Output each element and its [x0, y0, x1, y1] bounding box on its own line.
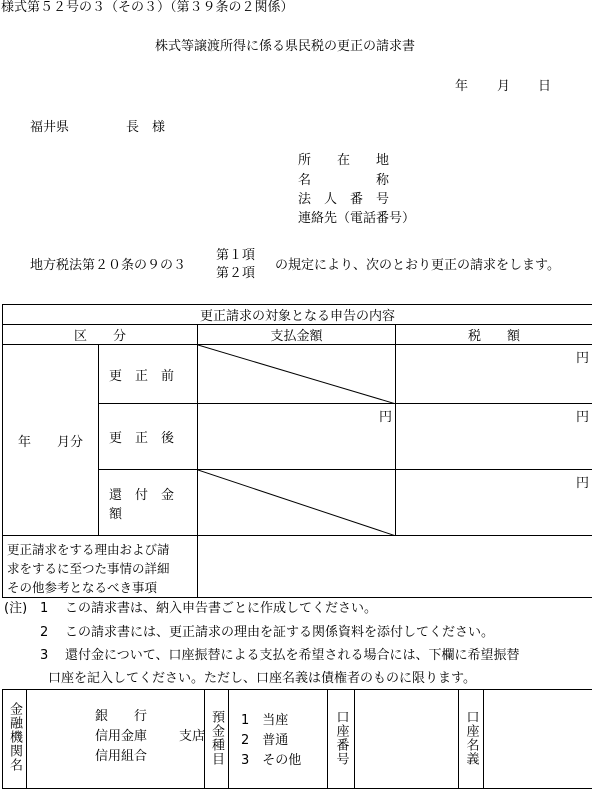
- bank-type-shinkin: 信用金庫: [95, 729, 148, 744]
- form-title: 株式等譲渡所得に係る県民税の更正の請求書: [155, 39, 416, 54]
- account-name-label-cell: [459, 690, 484, 789]
- field-contact-phone: 連絡先（電話番号）: [298, 211, 416, 226]
- date-year: 年: [455, 79, 469, 94]
- institution-name-cell[interactable]: [27, 690, 205, 789]
- bank-type-bank: 銀 行: [95, 709, 148, 724]
- deposit-label: 預金種目: [209, 710, 224, 766]
- diagonal-line-refund: [198, 470, 396, 536]
- institution-label: 金融機関名: [7, 702, 22, 772]
- diagonal-line-before: [198, 345, 396, 404]
- yen-unit: 円: [576, 476, 590, 491]
- note-3-continuation: 口座を記入してください。ただし、口座名義は債権者のものに限ります。: [48, 671, 476, 686]
- statement-clause1: 第１項: [216, 248, 256, 263]
- note-2-text: この請求書には、更正請求の理由を証する関係資料を添付してください。: [65, 625, 495, 640]
- bank-type-credit-union: 信用組合: [95, 749, 148, 764]
- statement-law: 地方税法第２０条の９の３: [30, 258, 187, 273]
- note-1-text: この請求書は、納入申告書ごとに作成してください。: [65, 601, 378, 616]
- account-number-label-cell: [328, 690, 355, 789]
- note-3-text: 還付金について、口座振替による支払を希望される場合には、下欄に希望振替: [65, 648, 520, 663]
- bank-account-table: [2, 689, 592, 789]
- branch-label: 支店: [179, 729, 206, 744]
- claim-table: [2, 304, 592, 598]
- institution-label-cell: [3, 690, 27, 789]
- row-refund-amount: 還 付 金 額: [99, 470, 198, 536]
- date-day: 日: [538, 79, 552, 94]
- tax-before-cell[interactable]: [396, 345, 592, 404]
- notes-label: (注): [4, 601, 28, 616]
- col-payment-header: 支払金額: [198, 325, 396, 345]
- col-category-header: 区 分: [3, 325, 198, 345]
- statement-clause2: 第２項: [216, 266, 256, 281]
- payment-before-cell[interactable]: [198, 345, 396, 404]
- tax-refund-cell[interactable]: [396, 470, 592, 536]
- reason-label-cell: [3, 536, 198, 598]
- deposit-type-ordinary: 2 普通: [241, 733, 289, 748]
- field-address: 所 在 地: [298, 153, 390, 168]
- account-name-cell[interactable]: [484, 690, 592, 789]
- reason-input-cell[interactable]: [198, 536, 592, 598]
- reason-label-line: 更正請求をする理由および請: [7, 542, 170, 557]
- note-2-num: 2: [40, 625, 49, 640]
- date-month: 月: [497, 79, 511, 94]
- yen-unit: 円: [576, 410, 590, 425]
- account-number-cell[interactable]: [355, 690, 459, 789]
- addressee-prefecture: 福井県: [30, 120, 70, 135]
- deposit-label-cell: [205, 690, 229, 789]
- deposit-type-cell[interactable]: [229, 690, 328, 789]
- deposit-type-current: 1 当座: [241, 713, 289, 728]
- table-header: 更正請求の対象となる申告の内容: [3, 305, 592, 325]
- payment-after-cell[interactable]: [198, 404, 396, 470]
- period-label: 年 月分: [3, 345, 99, 536]
- note-1-num: 1: [40, 601, 49, 616]
- note-3-num: 3: [40, 648, 49, 663]
- reason-label-line: その他参考となるべき事項: [7, 580, 158, 595]
- statement-suffix: の規定により、次のとおり更正の請求をします。: [275, 258, 560, 273]
- addressee-chief: 長 様: [126, 120, 166, 135]
- payment-refund-cell[interactable]: [198, 470, 396, 536]
- account-number-label: 口座番号: [333, 710, 349, 766]
- field-corporate-number: 法 人 番 号: [298, 192, 390, 207]
- yen-unit: 円: [378, 410, 392, 425]
- tax-after-cell[interactable]: [396, 404, 592, 470]
- col-tax-header: 税 額: [396, 325, 592, 345]
- account-name-label: 口座名義: [463, 710, 479, 766]
- row-after-correction: 更 正 後: [99, 404, 198, 470]
- deposit-type-other: 3 その他: [241, 753, 302, 768]
- form-number: 様式第５２号の３（その３）（第３９条の２関係）: [1, 0, 294, 15]
- row-before-correction: 更 正 前: [99, 345, 198, 404]
- field-name: 名 称: [298, 173, 390, 188]
- yen-unit: 円: [576, 351, 590, 366]
- reason-label-line: 求をするに至つた事情の詳細: [7, 561, 170, 576]
